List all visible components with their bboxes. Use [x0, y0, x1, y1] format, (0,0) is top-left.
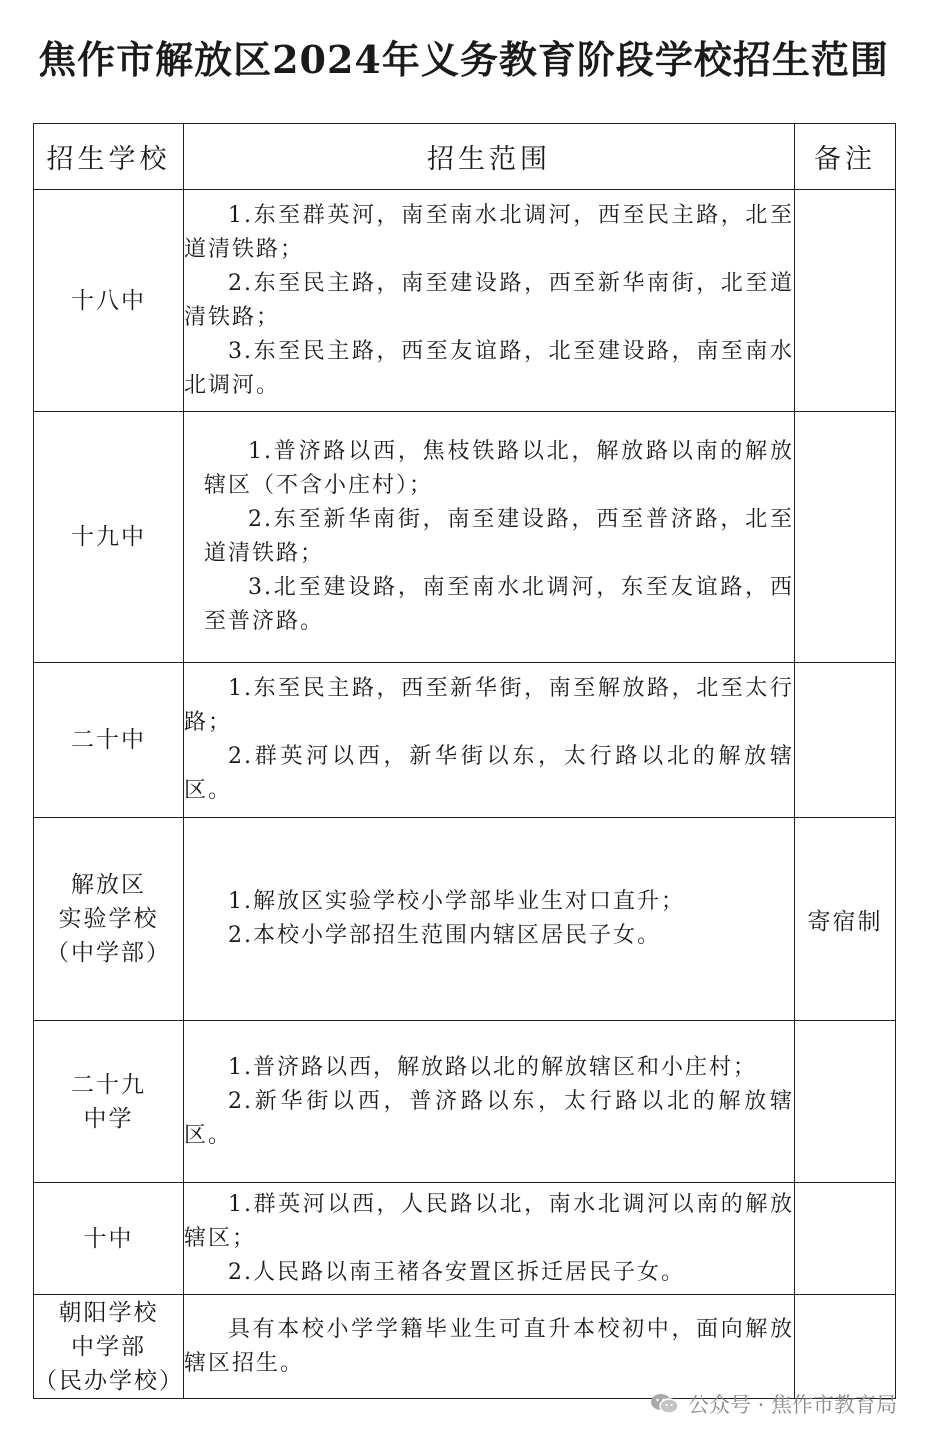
school-cell — [34, 1295, 184, 1399]
school-name-line: （民办学校） — [34, 1367, 184, 1394]
school-cell — [34, 663, 184, 818]
school-name: 十九中 — [71, 524, 146, 550]
scope-cell — [184, 1021, 795, 1183]
watermark — [650, 1389, 897, 1419]
scope-item: 1.普济路以西，焦枝铁路以北，解放路以南的解放辖区（不含小庄村）； — [204, 439, 794, 498]
note-cell — [795, 1295, 896, 1399]
scope-item: 3.北至建设路，南至南水北调河，东至友谊路，西至普济路。 — [204, 575, 794, 634]
school-name-line: 中学部 — [71, 1333, 146, 1360]
table-row — [34, 663, 896, 818]
table-row — [34, 818, 896, 1021]
school-name-line: 中学 — [83, 1105, 134, 1132]
scope-item: 2.新华街以西，普济路以东，太行路以北的解放辖区。 — [184, 1088, 794, 1148]
school-cell — [34, 190, 184, 412]
scope-cell — [184, 663, 795, 818]
table-row — [34, 190, 896, 412]
scope-cell — [184, 818, 795, 1021]
school-cell — [34, 1021, 184, 1183]
scope-cell — [184, 412, 795, 663]
school-name-line: 实验学校 — [58, 906, 159, 932]
school-name-line: 解放区 — [71, 872, 146, 898]
note-cell: 寄宿制 — [795, 818, 896, 1021]
school-name-line: （中学部） — [46, 940, 171, 966]
enrollment-table — [33, 123, 896, 1399]
school-cell — [34, 1183, 184, 1295]
school-name: 十中 — [83, 1225, 134, 1252]
scope-item: 1.东至民主路，西至新华街，南至解放路，北至太行路； — [184, 676, 794, 735]
school-cell — [34, 412, 184, 663]
scope-cell — [184, 1183, 795, 1295]
scope-item: 1.群英河以西，人民路以北，南水北调河以南的解放辖区； — [184, 1191, 794, 1251]
scope-item: 1.普济路以西，解放路以北的解放辖区和小庄村； — [228, 1054, 757, 1080]
scope-cell — [184, 190, 795, 412]
note-cell — [795, 1183, 896, 1295]
header-scope: 招生范围 — [184, 124, 795, 190]
table-row — [34, 1021, 896, 1183]
school-name: 二十中 — [71, 727, 146, 753]
scope-item: 2.人民路以南王褚各安置区拆迁居民子女。 — [228, 1259, 685, 1285]
scope-item: 2.本校小学部招生范围内辖区居民子女。 — [228, 923, 661, 948]
note-cell — [795, 663, 896, 818]
table-row — [34, 1295, 896, 1399]
scope-item: 3.东至民主路，西至友谊路，北至建设路，南至南水北调河。 — [184, 338, 794, 398]
scope-item: 2.东至民主路，南至建设路，西至新华南街，北至道清铁路； — [184, 270, 794, 330]
school-name-line: 朝阳学校 — [58, 1299, 159, 1326]
scope-item: 1.解放区实验学校小学部毕业生对口直升； — [228, 889, 685, 914]
school-cell — [34, 818, 184, 1021]
table-row — [34, 1183, 896, 1295]
table-header-row — [34, 124, 896, 190]
note-cell — [795, 190, 896, 412]
scope-item: 1.东至群英河，南至南水北调河，西至民主路，北至道清铁路； — [184, 202, 794, 262]
note-cell — [795, 1021, 896, 1183]
table-row — [34, 412, 896, 663]
scope-item: 2.群英河以西，新华街以东，太行路以北的解放辖区。 — [184, 744, 794, 803]
watermark-text: 公众号 · 焦作市教育局 — [687, 1393, 897, 1417]
scope-item: 具有本校小学学籍毕业生可直升本校初中，面向解放辖区招生。 — [184, 1316, 794, 1376]
scope-cell — [184, 1295, 795, 1399]
page-title: 焦作市解放区2024年义务教育阶段学校招生范围 — [38, 37, 889, 82]
note-cell — [795, 412, 896, 663]
wechat-icon — [650, 1392, 680, 1416]
scope-item: 2.东至新华南街，南至建设路，西至普济路，北至道清铁路； — [204, 507, 794, 566]
header-note: 备注 — [795, 124, 896, 190]
school-name: 十八中 — [71, 287, 146, 314]
header-school: 招生学校 — [34, 124, 184, 190]
school-name-line: 二十九 — [71, 1071, 146, 1098]
